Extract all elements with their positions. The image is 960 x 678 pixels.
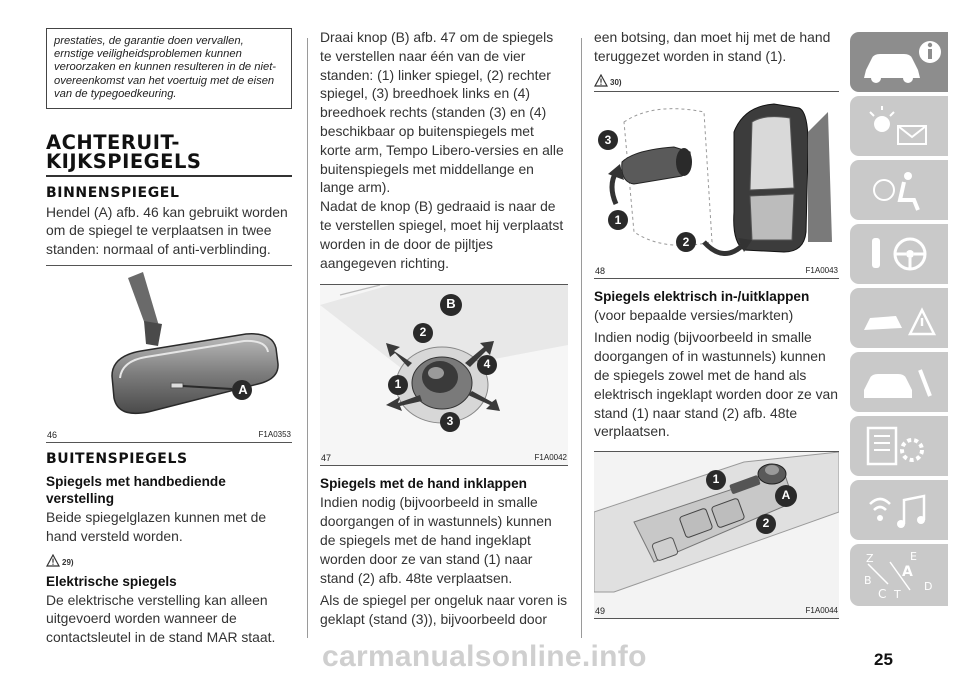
- fig49-callout-2: 2: [762, 516, 770, 531]
- index-letter: Z: [866, 552, 874, 565]
- fig47-callout-b: B: [446, 296, 456, 312]
- folding-mirror-illustration: [594, 92, 839, 262]
- tab-car-info[interactable]: [850, 32, 948, 92]
- binnenspiegel-heading: BINNENSPIEGEL: [46, 184, 180, 201]
- knop-text-2: Nadat de knop (B) gedraaid is naar de te verstellen spiegel, moet hij verplaatst worden in de door de pijltjes aangegeven richting.: [320, 198, 564, 271]
- radio-music-icon: [850, 480, 948, 540]
- fig47-caption: [321, 453, 567, 463]
- handbediend-heading: Spiegels met handbediende verstelling: [46, 473, 226, 506]
- index-letter: C: [878, 587, 887, 601]
- fig46-number: 46: [47, 429, 58, 440]
- inklappen-text-2: Als de spiegel per ongeluk naar voren is geklapt (stand (3)), bijvoorbeeld door: [320, 592, 568, 628]
- index-letter: A: [902, 564, 913, 580]
- section-divider: [46, 175, 292, 177]
- elektrisch-inklappen-subtitle: (voor bepaalde versies/markten): [594, 306, 794, 323]
- warning-lights-icon: [850, 96, 948, 156]
- tab-warning-lights[interactable]: [850, 96, 948, 156]
- warning-reference-29: 29): [46, 549, 292, 567]
- warning-box: [46, 28, 292, 109]
- chapter-tabs: [850, 32, 948, 610]
- index-letter: D: [924, 580, 933, 593]
- fig49-caption: [595, 606, 838, 616]
- warning-triangle-icon: [46, 554, 60, 567]
- fig47-callout-3: 3: [446, 414, 454, 429]
- column-2: [320, 28, 568, 629]
- fig47-code: F1A0042: [534, 453, 567, 463]
- handbediend-text: Beide spiegelglazen kunnen met de hand versteld worden.: [46, 508, 267, 544]
- column-3: [594, 28, 839, 619]
- tab-technical-data[interactable]: [850, 416, 948, 476]
- tab-emergency[interactable]: [850, 288, 948, 348]
- fig46-callout-a: A: [238, 381, 248, 397]
- knop-text: Draai knop (B) afb. 47 om de spiegels te verstellen naar één van de vier standen: (1) linker spiegel, (2) rechter spiegel, (3) breedhoek links en (4) breedhoek rechts (standen (3) en (4) beschikbaar op buitenspiegels met korte arm, Tempo Libero-versies en alle buitenspiegels met middellange en lange arm).: [320, 29, 564, 196]
- figure-47: [320, 284, 568, 466]
- inklappen-text: Indien nodig (bijvoorbeeld in smalle doorgangen of in wastunnels) kunnen de spiegels met de hand ingeklapt worden door ze van stand (1) naar stand (2) afb. 48te verplaatsen.: [320, 494, 552, 586]
- tab-index[interactable]: [850, 544, 948, 606]
- terugzetten-text: een botsing, dan moet hij met de hand teruggezet worden in stand (1).: [594, 29, 831, 64]
- fig47-callout-1: 1: [394, 377, 402, 392]
- watermark: carmanualsonline.info: [322, 640, 647, 673]
- column-1: [46, 28, 292, 647]
- tab-multimedia[interactable]: [850, 480, 948, 540]
- fig46-code: F1A0353: [258, 429, 291, 439]
- fig48-callout-2: 2: [682, 234, 690, 249]
- warning-triangle-icon: [594, 74, 608, 87]
- figure-49: [594, 451, 839, 619]
- car-info-icon: [850, 32, 948, 92]
- fig48-callout-1: 1: [614, 212, 622, 227]
- tab-maintenance[interactable]: [850, 352, 948, 412]
- index-letter: E: [910, 550, 917, 563]
- fig49-callout-1: 1: [712, 472, 720, 487]
- fig46-caption: [47, 430, 291, 440]
- inklappen-heading: Spiegels met de hand inklappen: [320, 476, 527, 492]
- elektrisch-text: De elektrische verstelling kan alleen uitgevoerd worden wanneer de contactsleutel in de stand MAR staat.: [46, 591, 276, 646]
- accident-warning-icon: [850, 288, 948, 348]
- key-steering-wheel-icon: [850, 224, 948, 284]
- fig48-caption: [595, 266, 838, 276]
- index-letter: B: [864, 574, 872, 587]
- fig48-callout-3: 3: [604, 132, 612, 147]
- fig47-callout-4: 4: [483, 357, 491, 372]
- elektrisch-inklappen-heading: Spiegels elektrisch in-/uitklappen: [594, 288, 810, 304]
- car-service-icon: [850, 352, 948, 412]
- buitenspiegels-heading: BUITENSPIEGELS: [46, 450, 188, 467]
- section-title: ACHTERUIT- KIJKSPIEGELS: [46, 131, 202, 174]
- fig48-code: F1A0043: [805, 265, 838, 275]
- page-number: 25: [874, 650, 893, 669]
- figure-48: [594, 91, 839, 279]
- fig47-number: 47: [321, 453, 332, 464]
- airbag-seat-icon: [850, 160, 948, 220]
- elektrisch-heading: Elektrische spiegels: [46, 573, 177, 589]
- checklist-gear-icon: [850, 416, 948, 476]
- column-divider: [581, 38, 582, 638]
- column-divider: [307, 38, 308, 638]
- index-letter: T: [894, 588, 901, 601]
- tab-starting-driving[interactable]: [850, 224, 948, 284]
- tab-safety[interactable]: [850, 160, 948, 220]
- rearview-mirror-illustration: [46, 266, 292, 426]
- fig47-callout-2: 2: [419, 325, 427, 340]
- elektrisch-inklappen-text: Indien nodig (bijvoorbeeld in smalle doorgangen of in wastunnels) kunnen de spiegels zowel met de hand als elektrisch ingeklapt worden door ze van stand (1) naar stand (2) afb. 48te verplaatsen.: [594, 329, 838, 440]
- fig49-number: 49: [595, 606, 606, 617]
- alphabet-index-icon: [850, 544, 948, 606]
- figure-46: [46, 265, 292, 443]
- fig49-callout-a: A: [781, 488, 791, 503]
- fig49-code: F1A0044: [805, 606, 838, 616]
- binnenspiegel-text: Hendel (A) afb. 46 kan gebruikt worden om de spiegel te verplaatsen in twee standen: normaal of anti-verblinding.: [46, 203, 288, 258]
- warning-text: prestaties, de garantie doen vervallen, ernstige veiligheidsproblemen kunnen veroorzaken en kunnen resulteren in de niet-overeenkomst van het voertuig met de eisen van de typegoedkeuring.: [54, 35, 277, 100]
- fig48-number: 48: [595, 265, 606, 276]
- warning-reference-30: 30): [594, 69, 839, 87]
